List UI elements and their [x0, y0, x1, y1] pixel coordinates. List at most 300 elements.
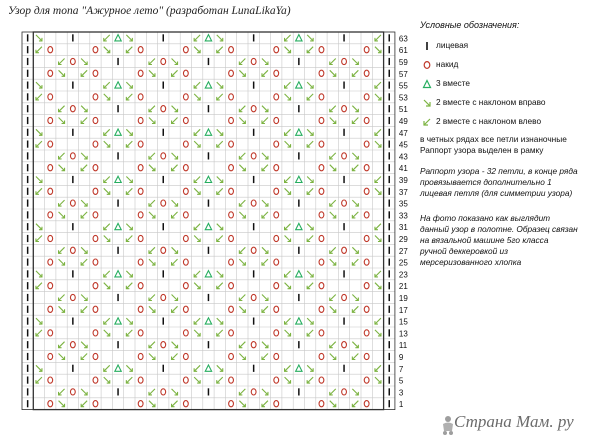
yarn-over-stitch [70, 200, 75, 206]
k2tog-left-stitch [262, 306, 268, 312]
k3tog-stitch [115, 271, 121, 277]
yarn-over-stitch [364, 70, 369, 76]
k2tog-right-stitch [330, 401, 336, 407]
yarn-over-stitch [138, 283, 143, 289]
yarn-over-stitch [229, 306, 234, 312]
yarn-over-stitch [342, 389, 347, 395]
k3tog-stitch [115, 82, 121, 88]
yarn-over-stitch [274, 283, 279, 289]
k2tog-right-stitch [104, 188, 110, 194]
k2tog-right-stitch [194, 236, 200, 242]
yarn-over-stitch [48, 94, 53, 100]
k2tog-right-stitch [217, 365, 223, 371]
row-number: 21 [398, 282, 408, 292]
yarn-over-stitch [93, 141, 98, 147]
k2tog-left-stitch [217, 141, 223, 147]
k3tog-stitch [296, 82, 302, 88]
k2tog-left-stitch [81, 306, 87, 312]
k2tog-left-stitch [352, 306, 358, 312]
yarn-over-stitch [93, 377, 98, 383]
yarn-over-stitch [364, 212, 369, 218]
yarn-over-stitch [93, 401, 98, 407]
yarn-over-stitch [161, 389, 166, 395]
yarn-over-stitch [319, 212, 324, 218]
yarn-over-stitch [229, 259, 234, 265]
legend-item-k2tog-left [420, 112, 598, 131]
k2tog-left-stitch [149, 200, 155, 206]
k2tog-left-stitch [352, 165, 358, 171]
yarn-over-stitch [161, 106, 166, 112]
note-line: провязывается дополнительно 1 [420, 177, 552, 187]
k2tog-right-stitch [285, 236, 291, 242]
k2tog-right-stitch [81, 295, 87, 301]
k2tog-left-stitch [307, 94, 313, 100]
k2tog-left-stitch [126, 188, 132, 194]
yarn-over-stitch [364, 353, 369, 359]
k3tog-stitch [205, 318, 211, 324]
k2tog-right-stitch [262, 389, 268, 395]
yarn-over-stitch [48, 306, 53, 312]
k2tog-right-stitch [262, 200, 268, 206]
k2tog-left-stitch [149, 295, 155, 301]
k2tog-left-stitch [59, 247, 65, 253]
k2tog-left-stitch [104, 129, 110, 135]
k2tog-left-stitch [104, 365, 110, 371]
k2tog-left-stitch [172, 306, 178, 312]
k2tog-left-stitch [81, 259, 87, 265]
yarn-over-stitch [364, 306, 369, 312]
yarn-over-stitch [48, 330, 53, 336]
row-number: 43 [398, 152, 408, 162]
legend [420, 20, 598, 268]
k3tog-stitch [296, 365, 302, 371]
k2tog-right-stitch [352, 153, 358, 159]
yarn-over-stitch [342, 200, 347, 206]
yarn-over-stitch [229, 283, 234, 289]
yarn-over-stitch [93, 235, 98, 241]
k2tog-right-stitch [330, 354, 336, 360]
yarn-over-stitch [364, 283, 369, 289]
k2tog-left-stitch [172, 165, 178, 171]
row-number: 23 [398, 270, 408, 280]
k3tog-stitch [296, 35, 302, 41]
k2tog-right-stitch [217, 177, 223, 183]
k2tog-right-stitch [36, 35, 42, 41]
k2tog-right-stitch [36, 177, 42, 183]
k2tog-right-stitch [330, 118, 336, 124]
k2tog-left-stitch [126, 94, 132, 100]
k2tog-left-stitch [262, 165, 268, 171]
k2tog-right-stitch [330, 70, 336, 76]
k2tog-left-stitch [172, 118, 178, 124]
yarn-over-stitch [274, 259, 279, 265]
yarn-over-stitch [364, 141, 369, 147]
k2tog-right-stitch [36, 129, 42, 135]
legend-item-knit [420, 36, 598, 55]
row-number: 35 [398, 199, 408, 209]
k2tog-left-stitch [126, 47, 132, 53]
k2tog-left-stitch [36, 47, 42, 53]
k2tog-left-stitch [239, 342, 245, 348]
yarn-over-stitch [251, 247, 256, 253]
row-number: 17 [398, 305, 408, 315]
row-number: 63 [398, 34, 408, 44]
yarn-over-stitch [138, 94, 143, 100]
yarn-over-stitch [48, 212, 53, 218]
note-rows [420, 134, 598, 156]
k2tog-right-stitch [285, 283, 291, 289]
k2tog-left-stitch [194, 82, 200, 88]
k2tog-right-stitch [172, 106, 178, 112]
k2tog-right-stitch [36, 224, 42, 230]
yarn-over-stitch [138, 141, 143, 147]
yarn-over-stitch [364, 47, 369, 53]
k2tog-right-stitch [172, 200, 178, 206]
row-number: 51 [398, 105, 408, 115]
k2tog-right-stitch [104, 94, 110, 100]
k2tog-left-stitch [194, 35, 200, 41]
k2tog-left-stitch [375, 365, 381, 371]
note-line: лицевая петля (для симметрии узора) [420, 188, 573, 198]
yarn-over-stitch [183, 401, 188, 407]
yarn-over-stitch [319, 306, 324, 312]
k3tog-stitch [115, 365, 121, 371]
k2tog-right-stitch [330, 165, 336, 171]
k2tog-left-stitch [352, 212, 358, 218]
k3tog-stitch [296, 176, 302, 182]
k2tog-right-stitch [172, 342, 178, 348]
k2tog-right-stitch [307, 129, 313, 135]
yarn-over-stitch [70, 153, 75, 159]
k2tog-right-stitch [126, 129, 132, 135]
k2tog-right-stitch [104, 236, 110, 242]
k2tog-right-stitch [149, 212, 155, 218]
yarn-over-stitch [48, 70, 53, 76]
k2tog-right-stitch [104, 47, 110, 53]
k2tog-right-stitch [194, 47, 200, 53]
yarn-over-stitch [93, 212, 98, 218]
k2tog-right-stitch [194, 330, 200, 336]
k2tog-left-stitch [307, 141, 313, 147]
yarn-over-stitch [229, 377, 234, 383]
yarn-over-stitch [229, 212, 234, 218]
k2tog-right-stitch [239, 259, 245, 265]
k2tog-right-stitch [330, 212, 336, 218]
k2tog-right-stitch [217, 35, 223, 41]
k2tog-left-stitch [239, 153, 245, 159]
k2tog-left-stitch [217, 377, 223, 383]
k2tog-left-stitch [217, 188, 223, 194]
k2tog-left-stitch [172, 354, 178, 360]
k2tog-left-stitch [239, 59, 245, 65]
row-number: 59 [398, 58, 408, 67]
yarn-over-stitch [161, 200, 166, 206]
k2tog-right-stitch [352, 106, 358, 112]
row-number: 13 [398, 329, 408, 339]
k2tog-right-stitch [307, 82, 313, 88]
yarn-over-stitch [229, 165, 234, 171]
k2tog-left-stitch [36, 94, 42, 100]
page-title: Узор для топа "Ажурное лето" (разработан LunaLikaYa) [8, 5, 291, 17]
k3tog-stitch [205, 35, 211, 41]
k2tog-right-stitch [375, 47, 381, 53]
yarn-over-stitch [138, 212, 143, 218]
k2tog-right-stitch [36, 318, 42, 324]
row-number: 25 [398, 258, 408, 268]
k2tog-right-stitch [172, 247, 178, 253]
yarn-over-stitch [93, 165, 98, 171]
yarn-over-stitch [183, 141, 188, 147]
k3tog-stitch [205, 271, 211, 277]
yarn-over-stitch [229, 188, 234, 194]
k2tog-left-stitch [104, 224, 110, 230]
k2tog-left-stitch [81, 401, 87, 407]
k2tog-left-stitch [330, 247, 336, 253]
k2tog-left-stitch [36, 330, 42, 336]
k2tog-right-stitch [375, 188, 381, 194]
k2tog-left-stitch [352, 118, 358, 124]
k2tog-right-stitch [59, 306, 65, 312]
k2tog-left-stitch [262, 212, 268, 218]
yarn-over-stitch [364, 330, 369, 336]
k2tog-right-stitch [285, 141, 291, 147]
yarn-over-stitch [161, 58, 166, 64]
k2tog-right-stitch [262, 59, 268, 65]
yarn-over-stitch [251, 294, 256, 300]
k2tog-right-stitch [194, 188, 200, 194]
k2tog-left-stitch [307, 47, 313, 53]
yarn-over-stitch [138, 235, 143, 241]
k2tog-left-stitch [172, 212, 178, 218]
k3tog-stitch [296, 129, 302, 135]
row-number: 41 [398, 164, 408, 174]
k2tog-right-stitch [375, 141, 381, 147]
k2tog-right-stitch [262, 295, 268, 301]
yarn-over-stitch [138, 117, 143, 123]
legend-item-yo [420, 55, 598, 74]
k2tog-left-stitch [352, 70, 358, 76]
yarn-over-stitch [48, 141, 53, 147]
k2tog-left-stitch [285, 129, 291, 135]
k2tog-right-stitch [81, 247, 87, 253]
yarn-over-stitch [48, 377, 53, 383]
k2tog-left-stitch [217, 47, 223, 53]
k2tog-left-stitch [149, 153, 155, 159]
k2tog-left-stitch [194, 177, 200, 183]
yarn-over-stitch [229, 401, 234, 407]
k2tog-left-stitch [217, 94, 223, 100]
k2tog-left-stitch [149, 106, 155, 112]
yarn-over-stitch [138, 165, 143, 171]
yarn-over-stitch [93, 94, 98, 100]
k2tog-left-stitch [104, 35, 110, 41]
k2tog-left-stitch [375, 271, 381, 277]
yarn-over-stitch [183, 165, 188, 171]
yarn-over-stitch [364, 94, 369, 100]
k2tog-right-stitch [375, 236, 381, 242]
yarn-over-stitch [319, 94, 324, 100]
yarn-over-stitch [274, 306, 279, 312]
k2tog-left-stitch [375, 82, 381, 88]
k2tog-right-stitch [217, 129, 223, 135]
yarn-over-stitch [48, 47, 53, 53]
k2tog-left-stitch [285, 224, 291, 230]
yarn-over-stitch [93, 117, 98, 123]
k2tog-left-stitch [307, 188, 313, 194]
arrow-left-down-icon [420, 117, 434, 127]
yarn-over-stitch [319, 259, 324, 265]
k2tog-right-stitch [59, 118, 65, 124]
k2tog-left-stitch [307, 236, 313, 242]
row-number: 37 [398, 187, 408, 197]
k2tog-left-stitch [59, 389, 65, 395]
yarn-over-stitch [183, 330, 188, 336]
k2tog-right-stitch [217, 224, 223, 230]
k2tog-right-stitch [307, 318, 313, 324]
k2tog-left-stitch [149, 247, 155, 253]
k2tog-right-stitch [149, 70, 155, 76]
k3tog-stitch [205, 129, 211, 135]
k2tog-left-stitch [375, 224, 381, 230]
yarn-over-stitch [183, 47, 188, 53]
k2tog-right-stitch [149, 118, 155, 124]
k2tog-right-stitch [126, 318, 132, 324]
row-number: 27 [398, 246, 408, 256]
k2tog-left-stitch [149, 389, 155, 395]
knit-symbol-icon [420, 41, 434, 51]
yarn-over-stitch [70, 294, 75, 300]
yarn-over-stitch [138, 401, 143, 407]
yarn-over-stitch [138, 330, 143, 336]
k2tog-left-stitch [352, 401, 358, 407]
k2tog-right-stitch [375, 283, 381, 289]
row-number: 57 [398, 69, 408, 79]
yarn-over-stitch [319, 353, 324, 359]
k2tog-left-stitch [36, 141, 42, 147]
k2tog-right-stitch [59, 212, 65, 218]
k3tog-symbol-icon [420, 79, 434, 89]
yarn-over-stitch [229, 235, 234, 241]
yarn-over-stitch [319, 117, 324, 123]
yarn-over-stitch [48, 188, 53, 194]
k2tog-left-stitch [194, 365, 200, 371]
yarn-over-stitch [274, 330, 279, 336]
k2tog-left-stitch [104, 82, 110, 88]
k2tog-right-stitch [307, 177, 313, 183]
yarn-over-stitch [93, 188, 98, 194]
k2tog-right-stitch [172, 59, 178, 65]
k2tog-right-stitch [172, 389, 178, 395]
k2tog-left-stitch [330, 342, 336, 348]
row-number: 3 [398, 388, 404, 398]
row-number: 7 [398, 364, 404, 374]
yarn-over-stitch [251, 106, 256, 112]
yarn-over-stitch [183, 259, 188, 265]
k2tog-left-stitch [194, 129, 200, 135]
k3tog-stitch [115, 318, 121, 324]
k3tog-stitch [115, 176, 121, 182]
k2tog-right-stitch [262, 153, 268, 159]
yarn-over-stitch [251, 153, 256, 159]
row-number: 45 [398, 140, 408, 150]
yarn-over-symbol-icon [420, 60, 434, 70]
k2tog-left-stitch [126, 236, 132, 242]
k2tog-right-stitch [352, 342, 358, 348]
watermark-suffix: . ру [549, 412, 574, 431]
yarn-over-stitch [364, 188, 369, 194]
k2tog-right-stitch [285, 188, 291, 194]
k2tog-left-stitch [262, 259, 268, 265]
yarn-over-stitch [364, 117, 369, 123]
k2tog-right-stitch [149, 165, 155, 171]
k2tog-left-stitch [81, 70, 87, 76]
legend-item-k3tog [420, 74, 598, 93]
k2tog-right-stitch [262, 342, 268, 348]
k2tog-left-stitch [239, 389, 245, 395]
row-number: 1 [398, 400, 404, 410]
yarn-over-stitch [274, 212, 279, 218]
yarn-over-stitch [319, 188, 324, 194]
k2tog-left-stitch [375, 35, 381, 41]
k2tog-right-stitch [375, 330, 381, 336]
k2tog-left-stitch [330, 295, 336, 301]
k2tog-left-stitch [194, 224, 200, 230]
yarn-over-stitch [274, 70, 279, 76]
k2tog-left-stitch [352, 354, 358, 360]
yarn-over-stitch [342, 247, 347, 253]
note-line: в четных рядах все петли изнаночные [420, 134, 567, 144]
k2tog-right-stitch [352, 59, 358, 65]
yarn-over-stitch [319, 47, 324, 53]
k2tog-right-stitch [375, 94, 381, 100]
note-line: На фото показано как выглядит [420, 213, 551, 223]
k2tog-right-stitch [59, 354, 65, 360]
yarn-over-stitch [319, 70, 324, 76]
yarn-over-stitch [183, 353, 188, 359]
yarn-over-stitch [274, 377, 279, 383]
yarn-over-stitch [138, 377, 143, 383]
k2tog-right-stitch [239, 354, 245, 360]
yarn-over-stitch [70, 342, 75, 348]
k2tog-right-stitch [307, 271, 313, 277]
yarn-over-stitch [138, 70, 143, 76]
k2tog-right-stitch [104, 377, 110, 383]
k2tog-left-stitch [104, 271, 110, 277]
k2tog-left-stitch [262, 354, 268, 360]
legend-title: Условные обозначения: [420, 20, 520, 30]
legend-label: 3 вместе [436, 78, 471, 88]
k2tog-right-stitch [285, 47, 291, 53]
legend-label: 2 вместе с наклоном влево [436, 116, 542, 126]
yarn-over-stitch [229, 353, 234, 359]
row-number: 31 [398, 223, 408, 233]
row-number: 47 [398, 128, 408, 138]
k3tog-stitch [205, 82, 211, 88]
yarn-over-stitch [93, 353, 98, 359]
k2tog-left-stitch [285, 318, 291, 324]
k2tog-left-stitch [194, 318, 200, 324]
k2tog-right-stitch [126, 177, 132, 183]
yarn-over-stitch [70, 389, 75, 395]
k2tog-right-stitch [330, 259, 336, 265]
yarn-over-stitch [93, 70, 98, 76]
k2tog-left-stitch [375, 318, 381, 324]
yarn-over-stitch [319, 401, 324, 407]
yarn-over-stitch [183, 188, 188, 194]
k2tog-right-stitch [239, 401, 245, 407]
yarn-over-stitch [161, 153, 166, 159]
k2tog-right-stitch [36, 271, 42, 277]
